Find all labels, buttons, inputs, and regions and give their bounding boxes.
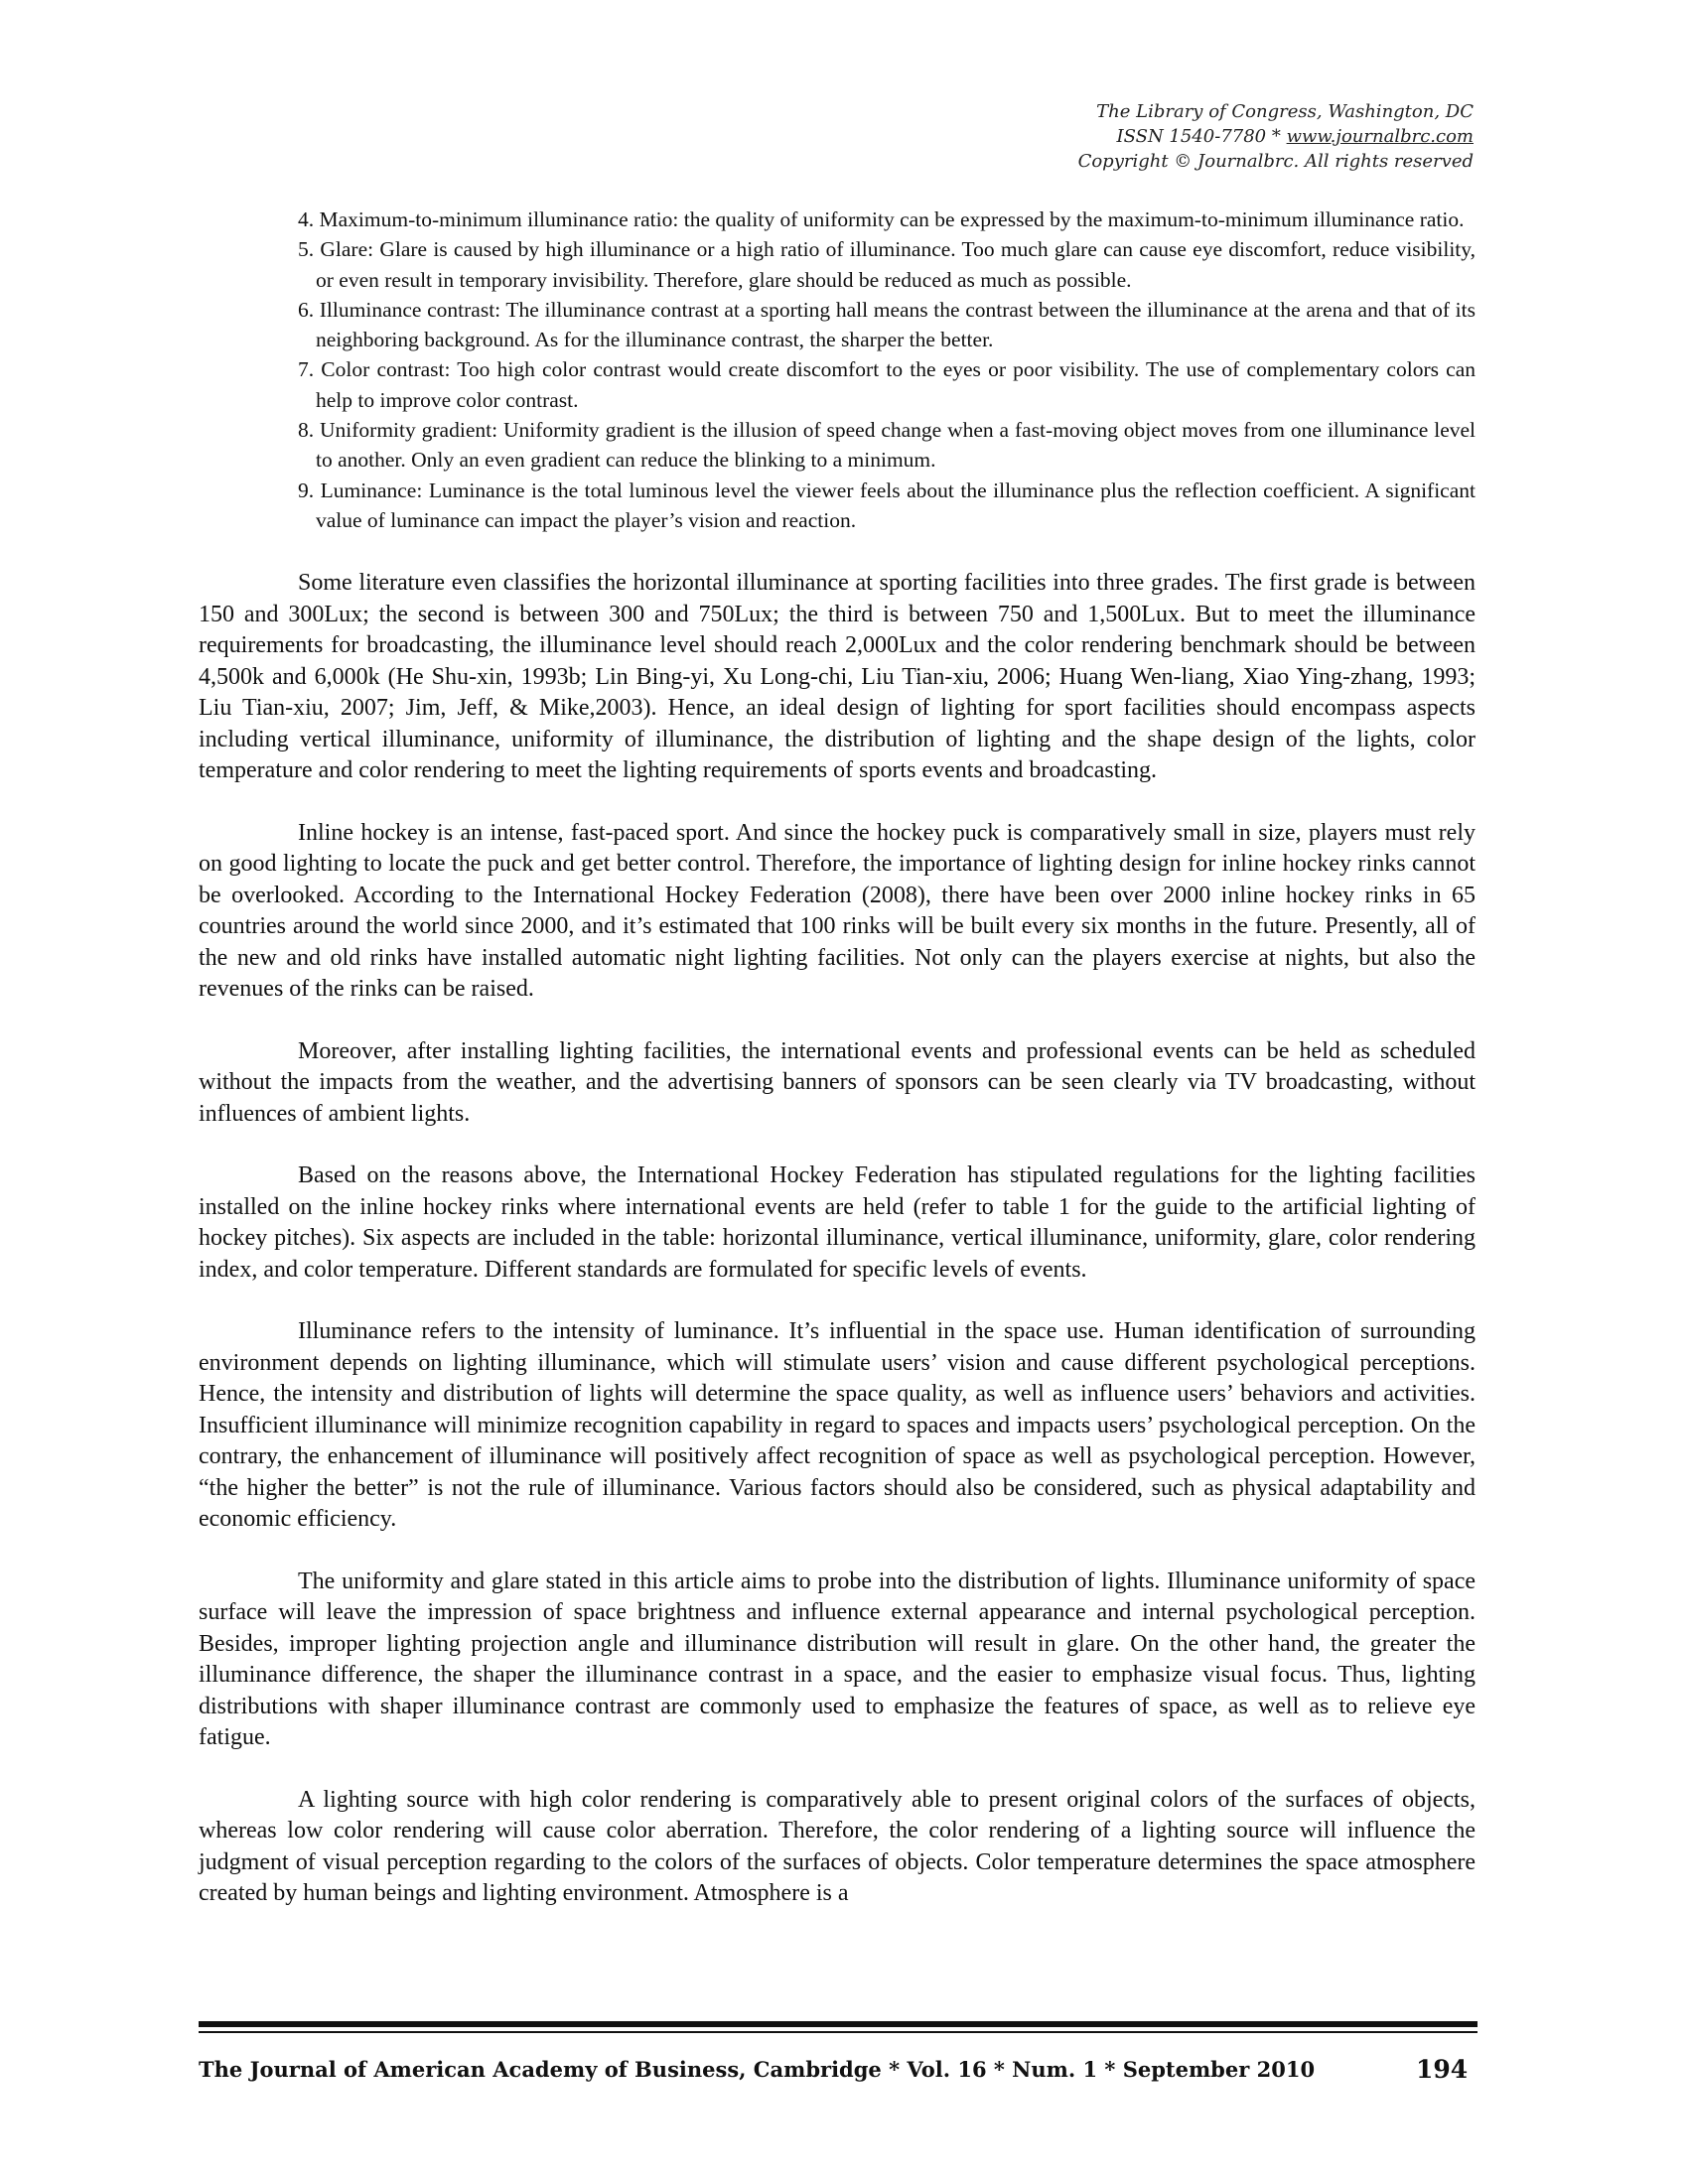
header-library-line: The Library of Congress, Washington, DC — [1096, 101, 1474, 122]
list-item: 5. Glare: Glare is caused by high illuminance or a high ratio of illuminance. Too much glare can cause eye discomfort, reduce visibility, or even result in temporary invisibility. Therefore, glare should be reduced as much as possible. — [298, 237, 1476, 292]
list-item: 9. Luminance: Luminance is the total luminous level the viewer feels about the illuminance plus the reflection coefficient. A significant value of luminance can impact the player’s vision and reaction. — [298, 478, 1476, 532]
paragraph: Illuminance refers to the intensity of luminance. It’s influential in the space use. Human identification of surrounding environment depends on lighting illuminance, which will stimulate users’ vision and cause different psychological perceptions. Hence, the intensity and distribution of lights will determine the space quality, as well as influence users’ behaviors and activities. Insufficient illuminance will minimize recognition capability in regard to spaces and impacts users’ psychological perception. On the contrary, the enhancement of illuminance will positively affect recognition of space as well as psychological perception. However, “the higher the better” is not the rule of illuminance. Various factors should also be considered, such as physical adaptability and economic efficiency. — [199, 1318, 1476, 1532]
paragraph: Some literature even classifies the horizontal illuminance at sporting facilities into three grades. The first grade is between 150 and 300Lux; the second is between 300 and 750Lux; the third is between 750 and 1,500Lux. But to meet the illuminance requirements for broadcasting, the illuminance level should reach 2,000Lux and the color rendering benchmark should be between 4,500k and 6,000k (He Shu-xin, 1993b; Lin Bing-yi, Xu Long-chi, Liu Tian-xiu, 2006; Huang Wen-liang, Xiao Ying-zhang, 1993; Liu Tian-xiu, 2007; Jim, Jeff, & Mike,2003). Hence, an ideal design of lighting for sport facilities should encompass aspects including vertical illuminance, uniformity of illuminance, the distribution of lighting and the shape design of the lights, color temperature and color rendering to meet the lighting requirements of sports events and broadcasting. — [199, 570, 1476, 783]
running-header — [778, 99, 1474, 174]
header-issn: ISSN 1540-7780 * — [1116, 126, 1287, 147]
footer-rule-thick — [199, 2021, 1477, 2027]
body-text — [199, 568, 1476, 1941]
list-item: 4. Maximum-to-minimum illuminance ratio: the quality of uniformity can be expressed by the maximum-to-minimum illuminance ratio. — [298, 207, 1465, 231]
paragraph: The uniformity and glare stated in this article aims to probe into the distribution of lights. Illuminance uniformity of space surface will leave the impression of space brightness and influence external appearance and internal psychological perception. Besides, improper lighting projection angle and illuminance distribution will result in glare. On the other hand, the greater the illuminance difference, the shaper the illuminance contrast in a space, and the easier to emphasize visual focus. Thus, lighting distributions with shaper illuminance contrast are commonly used to emphasize the features of space, as well as to relieve eye fatigue. — [199, 1568, 1476, 1750]
paragraph: Moreover, after installing lighting facilities, the international events and professional events can be held as scheduled without the impacts from the weather, and the advertising banners of sponsors can be seen clearly via TV broadcasting, without influences of ambient lights. — [199, 1037, 1476, 1127]
list-item: 7. Color contrast: Too high color contrast would create discomfort to the eyes or poor visibility. The use of complementary colors can help to improve color contrast. — [298, 357, 1476, 412]
list-item: 8. Uniformity gradient: Uniformity gradient is the illusion of speed change when a fast-moving object moves from one illuminance level to another. Only an even gradient can reduce the blinking to a minimum. — [298, 418, 1476, 473]
running-footer — [199, 2057, 1477, 2093]
paragraph: Based on the reasons above, the International Hockey Federation has stipulated regulations for the lighting facilities installed on the inline hockey rinks where international events are held (refer to table 1 for the guide to the artificial lighting of hockey pitches). Six aspects are included in the table: horizontal illuminance, vertical illuminance, uniformity, glare, color rendering index, and color temperature. Different standards are formulated for specific levels of events. — [199, 1162, 1476, 1283]
footer-rule-thin — [199, 2031, 1477, 2033]
list-item: 6. Illuminance contrast: The illuminance contrast at a sporting hall means the contrast between the illuminance at the arena and that of its neighboring background. As for the illuminance contrast, the sharper the better. — [298, 297, 1476, 352]
header-website-link[interactable]: www.journalbrc.com — [1286, 126, 1474, 147]
paragraph: A lighting source with high color rendering is comparatively able to present original colors of the surfaces of objects, whereas low color rendering will cause color aberration. Therefore, the color rendering of a lighting source will influence the judgment of visual perception regarding to the colors of the surfaces of objects. Color temperature determines the space atmosphere created by human beings and lighting environment. Atmosphere is a — [199, 1786, 1476, 1906]
page-number: 194 — [1416, 2055, 1469, 2084]
numbered-list — [298, 205, 1476, 535]
header-copyright-line: Copyright © Journalbrc. All rights reserved — [1077, 151, 1474, 172]
footer-journal-citation: The Journal of American Academy of Business, Cambridge * Vol. 16 * Num. 1 * September 2010 — [199, 2057, 1316, 2082]
paragraph: Inline hockey is an intense, fast-paced sport. And since the hockey puck is comparatively small in size, players must rely on good lighting to locate the puck and get better control. Therefore, the importance of lighting design for inline hockey rinks cannot be overlooked. According to the International Hockey Federation (2008), there have been over 2000 inline hockey rinks in 65 countries around the world since 2000, and it’s estimated that 100 rinks will be built every six months in the future. Presently, all of the new and old rinks have installed automatic night lighting facilities. Not only can the players exercise at nights, but also the revenues of the rinks can be raised. — [199, 819, 1476, 1002]
header-issn-line — [778, 124, 1474, 149]
